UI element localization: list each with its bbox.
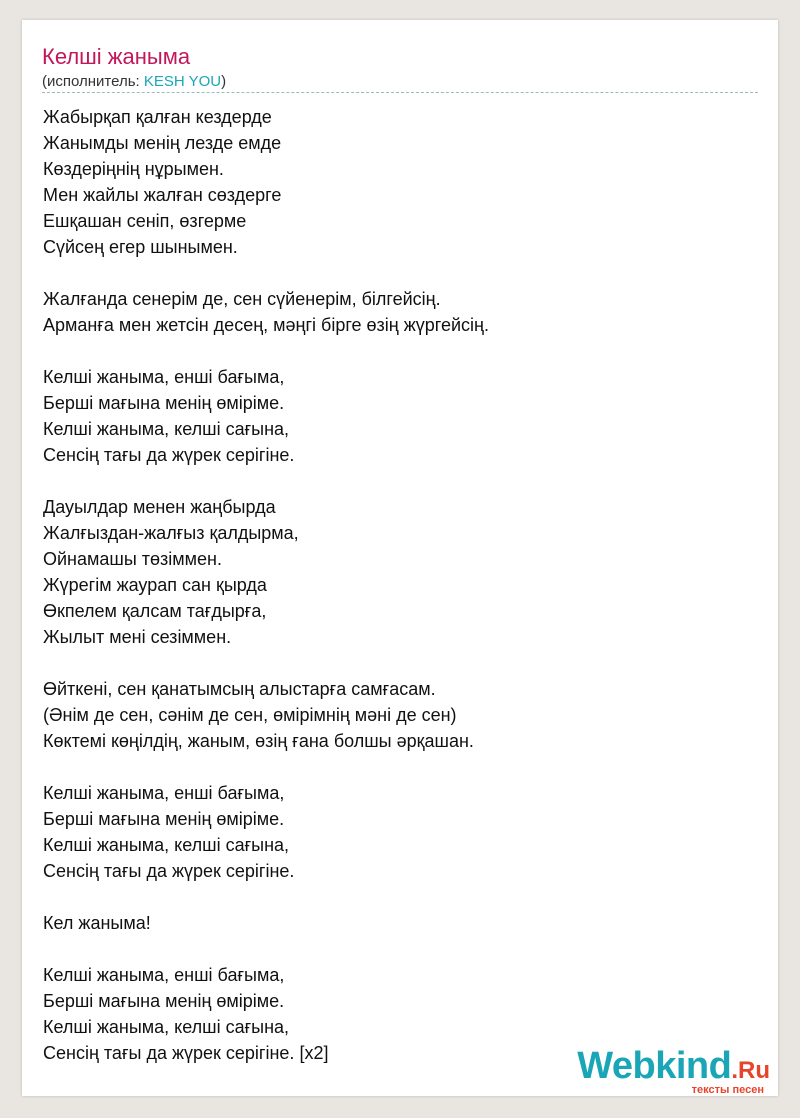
stanza-gap xyxy=(43,260,489,286)
stanza-gap xyxy=(43,936,489,962)
lyric-line: Берші мағына менің өміріме. xyxy=(43,991,285,1011)
performer-line xyxy=(42,73,226,90)
logo-tld: .Ru xyxy=(731,1057,770,1084)
site-logo[interactable] xyxy=(577,1045,770,1088)
lyric-line: Сенсің тағы да жүрек серігіне. xyxy=(43,445,295,465)
stanza-gap xyxy=(43,884,489,910)
logo-tagline: тексты песен xyxy=(691,1084,764,1096)
lyric-line: Келші жаныма, келші сағына, xyxy=(43,1017,290,1037)
lyric-line: (Әнім де сен, сәнім де сен, өмірімнің мәні де сен) xyxy=(43,705,457,725)
lyric-line: Берші мағына менің өміріме. xyxy=(43,393,285,413)
lyric-line: Өкпелем қалсам тағдырға, xyxy=(43,601,267,621)
title-divider xyxy=(42,92,758,93)
lyric-line: Дауылдар менен жаңбырда xyxy=(43,497,276,517)
artist-link[interactable]: KESH YOU xyxy=(143,73,222,90)
lyric-line: Ешқашан сеніп, өзгерме xyxy=(43,211,247,231)
lyric-line: Келші жаныма, енші бағыма, xyxy=(43,965,285,985)
lyric-line: Кел жаныма! xyxy=(43,913,151,933)
lyric-line: Мен жайлы жалған сөздерге xyxy=(43,185,282,205)
lyric-line: Өйткені, сен қанатымсың алыстарға самғасам. xyxy=(43,679,436,699)
lyric-line: Жүрегім жаурап сан қырда xyxy=(43,575,267,595)
lyric-line: Жабырқап қалған кездерде xyxy=(43,107,272,127)
lyric-line: Ойнамашы төзіммен. xyxy=(43,549,222,569)
lyric-line: Жылыт мені сезіммен. xyxy=(43,627,232,647)
stanza-gap xyxy=(43,338,489,364)
lyric-line: Жанымды менің лезде емде xyxy=(43,133,282,153)
song-title: Келші жаныма xyxy=(42,44,191,69)
lyric-line: Сүйсең егер шынымен. xyxy=(43,237,238,257)
lyrics-body xyxy=(43,104,489,1066)
lyric-line: Арманға мен жетсін десең, мәңгі бірге өзің жүргейсің. xyxy=(43,315,489,335)
stanza-gap xyxy=(43,754,489,780)
lyric-line: Келші жаныма, енші бағыма, xyxy=(43,367,285,387)
lyric-line: Көктемі көңілдің, жаным, өзің ғана болшы әрқашан. xyxy=(43,731,474,751)
lyric-line: Келші жаныма, келші сағына, xyxy=(43,419,290,439)
stanza-gap xyxy=(43,468,489,494)
logo-name: Webkind xyxy=(577,1045,732,1087)
lyric-line: Келші жаныма, енші бағыма, xyxy=(43,783,285,803)
performer-prefix: (исполнитель: xyxy=(42,73,144,90)
lyrics-page xyxy=(22,20,778,1096)
lyric-line: Келші жаныма, келші сағына, xyxy=(43,835,290,855)
lyric-line: Жалғыздан-жалғыз қалдырма, xyxy=(43,523,299,543)
lyric-line: Берші мағына менің өміріме. xyxy=(43,809,285,829)
lyric-line: Сенсің тағы да жүрек серігіне. xyxy=(43,861,295,881)
lyric-line: Көздеріңнің нұрымен. xyxy=(43,159,224,179)
performer-suffix: ) xyxy=(221,73,227,90)
lyric-line: Жалғанда сенерім де, сен сүйенерім, білгейсің. xyxy=(43,289,441,309)
stanza-gap xyxy=(43,650,489,676)
lyric-line: Сенсің тағы да жүрек серігіне. [x2] xyxy=(43,1043,329,1063)
